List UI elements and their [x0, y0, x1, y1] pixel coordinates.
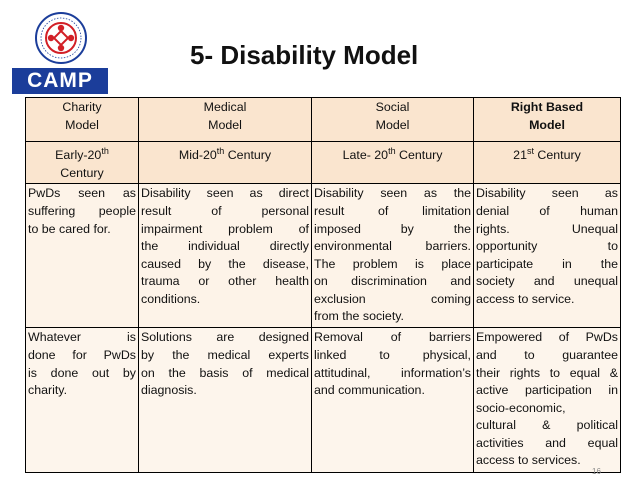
- cell-line: Empowered of PwDs: [476, 330, 618, 345]
- era-right-based: [474, 142, 621, 184]
- header-medical-model: [139, 98, 312, 142]
- camp-emblem-icon: [34, 11, 88, 65]
- cell-line: and communication.: [314, 383, 425, 398]
- cell-social-solution: [312, 328, 474, 473]
- cell-line: result of limitation: [314, 203, 471, 218]
- cell-line: on discrimination and: [314, 274, 471, 289]
- cell-line: rights. Unequal: [476, 221, 618, 236]
- header-social-model: [312, 98, 474, 142]
- cell-line: the individual directly: [141, 239, 309, 254]
- cell-line: exclusion coming: [314, 291, 471, 306]
- cell-right-based-perception: [474, 184, 621, 328]
- era-medical: [139, 142, 312, 184]
- cell-right-based-solution: [474, 328, 621, 473]
- era-charity: [26, 142, 139, 184]
- logo-wordmark: CAMP: [12, 68, 108, 94]
- perception-row: [26, 184, 621, 328]
- cell-line: caused by the disease,: [141, 256, 309, 271]
- cell-line: trauma or other health: [141, 274, 309, 289]
- era-text: Century: [60, 165, 104, 180]
- cell-line: to be cared for.: [28, 221, 111, 236]
- era-text: Mid-20: [178, 148, 217, 163]
- solution-row: [26, 328, 621, 473]
- cell-line: imposed by the: [314, 221, 471, 236]
- cell-line: opportunity to: [476, 239, 618, 254]
- cell-line: suffering people: [28, 203, 136, 218]
- header-line: Charity: [62, 100, 102, 114]
- cell-line: charity.: [28, 383, 68, 398]
- header-line: Medical: [203, 100, 247, 114]
- page-number: 16: [592, 467, 601, 476]
- cell-line: and to guarantee: [476, 347, 618, 362]
- cell-line: attitudinal, information’s: [314, 365, 471, 380]
- era-text: 21: [513, 148, 527, 163]
- cell-medical-solution: [139, 328, 312, 473]
- cell-line: PwDs seen as: [28, 186, 136, 201]
- era-social: [312, 142, 474, 184]
- cell-line: denial of human: [476, 203, 618, 218]
- era-superscript: th: [101, 146, 109, 156]
- header-charity-model: [26, 98, 139, 142]
- cell-line: access to services.: [476, 453, 581, 468]
- era-text: Late- 20: [342, 148, 389, 163]
- cell-line: Disability seen as: [476, 186, 618, 201]
- cell-line: impairment problem of: [141, 221, 309, 236]
- header-line: Right Based: [510, 100, 584, 114]
- cell-line: Solutions are designed: [141, 330, 309, 345]
- era-text: Century: [224, 148, 272, 163]
- cell-line: Disability seen as direct: [141, 186, 309, 201]
- era-superscript: th: [388, 146, 396, 156]
- header-line: Social: [375, 100, 410, 114]
- column-header-row: [26, 98, 621, 142]
- cell-line: from the society.: [314, 309, 404, 324]
- era-text: Early-20: [55, 148, 102, 163]
- slide-title: 5- Disability Model: [190, 40, 419, 70]
- cell-line: Whatever is: [28, 330, 136, 345]
- cell-charity-solution: [26, 328, 139, 473]
- cell-line: socio-economic,: [476, 400, 566, 415]
- cell-line: on the basis of medical: [141, 365, 309, 380]
- cell-line: Disability seen as the: [314, 186, 471, 201]
- camp-logo: [12, 10, 108, 94]
- cell-line: access to service.: [476, 291, 575, 306]
- cell-line: conditions.: [141, 291, 201, 306]
- cell-line: environmental barriers.: [314, 239, 471, 254]
- era-superscript: st: [526, 146, 534, 156]
- cell-line: Removal of barriers: [314, 330, 471, 345]
- cell-line: diagnosis.: [141, 383, 197, 398]
- cell-line: their rights to equal &: [476, 365, 618, 380]
- cell-line: cultural & political: [476, 418, 618, 433]
- cell-line: activities and equal: [476, 435, 618, 450]
- header-right-based-model: [474, 98, 621, 142]
- header-line: Model: [375, 117, 410, 132]
- cell-charity-perception: [26, 184, 139, 328]
- cell-line: society and unequal: [476, 274, 618, 289]
- cell-line: linked to physical,: [314, 347, 471, 362]
- era-superscript: th: [216, 146, 225, 156]
- cell-line: is done out by: [28, 365, 136, 380]
- era-text: Century: [533, 148, 581, 163]
- cell-line: result of personal: [141, 203, 309, 218]
- cell-medical-perception: [139, 184, 312, 328]
- era-row: [26, 142, 621, 184]
- cell-line: done for PwDs: [28, 347, 136, 362]
- cell-line: participate in the: [476, 256, 618, 271]
- header-line: Model: [529, 117, 565, 132]
- cell-line: The problem is place: [314, 256, 471, 271]
- header-line: Model: [208, 117, 242, 132]
- header-line: Model: [65, 117, 99, 132]
- disability-model-table: [25, 97, 621, 473]
- cell-line: by the medical experts: [141, 347, 309, 362]
- cell-line: active participation in: [476, 383, 618, 398]
- era-text: Century: [395, 148, 443, 163]
- cell-social-perception: [312, 184, 474, 328]
